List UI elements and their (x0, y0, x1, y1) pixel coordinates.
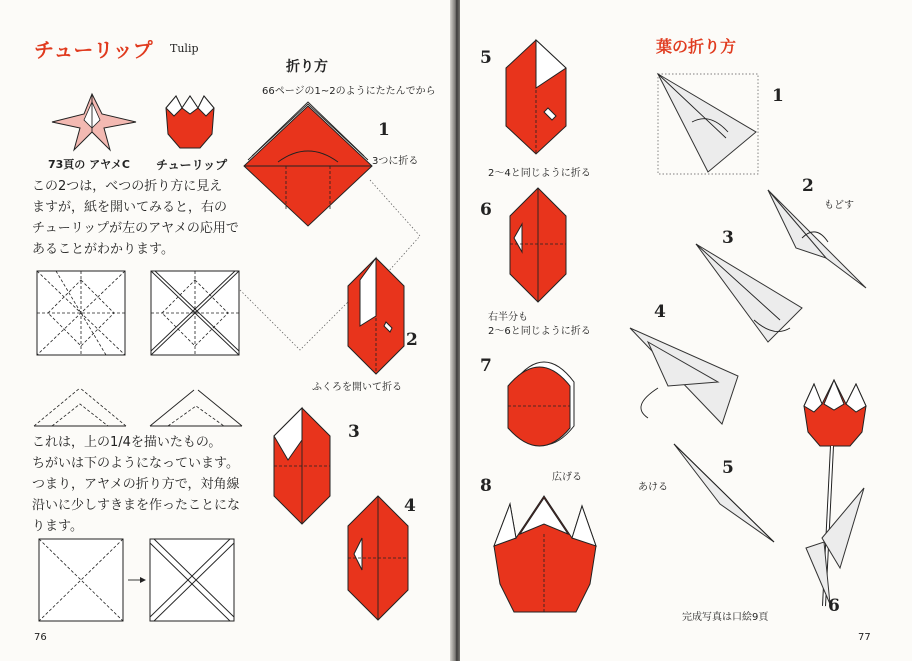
para2-line: 沿いに少しすきまを作ったことにな (32, 498, 241, 513)
step7-number: 7 (480, 356, 492, 376)
right-page (460, 0, 912, 661)
left-page (0, 0, 452, 661)
tulip-figure (160, 94, 220, 150)
page-number: 77 (858, 632, 871, 643)
step3-number: 3 (348, 422, 360, 442)
step5-diagram (504, 38, 570, 156)
step4-number: 4 (404, 496, 416, 516)
step7-note: 広げる (552, 472, 582, 483)
step1-number: 1 (378, 120, 390, 140)
step6-diagram (508, 186, 568, 306)
title-english: Tulip (170, 42, 199, 55)
tulip-label: チューリップ (156, 158, 228, 172)
leaf-step6-diagram (800, 378, 870, 618)
leaf-step3-number: 3 (722, 228, 734, 248)
quarter-diagram-ayame (32, 386, 128, 428)
para2-line: つまり，アヤメの折り方で，対角線 (32, 477, 240, 492)
para1-line: この2つは，べつの折り方に見え (32, 179, 223, 194)
step2-note: ふくろを開いて折る (312, 382, 402, 393)
leaf-step1-number: 1 (772, 86, 784, 106)
leaf-section-title: 葉の折り方 (656, 37, 737, 56)
step6-note-2: 2～6と同じように折る (488, 326, 591, 337)
para2-line: ります。 (32, 519, 83, 534)
step5-number: 5 (480, 48, 492, 68)
leaf-step5-diagram (672, 442, 776, 546)
step6-number: 6 (480, 200, 492, 220)
leaf-step4-diagram (628, 326, 740, 426)
step6-note-1: 右半分も (488, 312, 528, 323)
crease-pattern-tulip (150, 270, 240, 356)
para1-line: あることがわかります。 (32, 242, 174, 257)
leaf-step6-number: 6 (828, 596, 840, 616)
quarter-diagram-tulip (148, 386, 244, 428)
para2-line: ちがいは下のようになっています。 (32, 456, 239, 471)
para1-line: チューリップが左のアヤメの応用で (32, 221, 239, 236)
comparison-squares (38, 538, 236, 622)
leaf-step5-number: 5 (722, 458, 734, 478)
para1-line: ますが，紙を開いてみると，右の (32, 200, 228, 215)
leaf-step1-diagram (656, 72, 760, 176)
crease-pattern-ayame (36, 270, 126, 356)
page-number: 76 (34, 632, 47, 643)
howto-title: 折り方 (286, 59, 328, 75)
step1-note: 3つに折る (372, 156, 419, 167)
ayame-label: 73頁の アヤメC (48, 158, 130, 171)
step2-number: 2 (406, 330, 418, 350)
step8-number: 8 (480, 476, 492, 496)
step5-note: 2～4と同じように折る (488, 168, 591, 179)
step8-diagram (490, 494, 600, 616)
leaf-step4-number: 4 (654, 302, 666, 322)
step2-diagram (340, 256, 410, 376)
leaf-step5-note: あける (638, 482, 668, 493)
page-title: チューリップ (34, 38, 153, 62)
leaf-step2-number: 2 (802, 176, 814, 196)
leaf-step2-note: もどす (824, 200, 854, 211)
photo-note: 完成写真は口絵9頁 (682, 612, 769, 623)
step3-diagram (268, 406, 338, 526)
step7-diagram (504, 346, 584, 464)
ayame-figure (50, 92, 140, 152)
howto-subtitle: 66ページの1~2のようにたたんでから (262, 86, 436, 97)
para2-line: これは，上の1/4を描いたもの。 (32, 435, 222, 450)
